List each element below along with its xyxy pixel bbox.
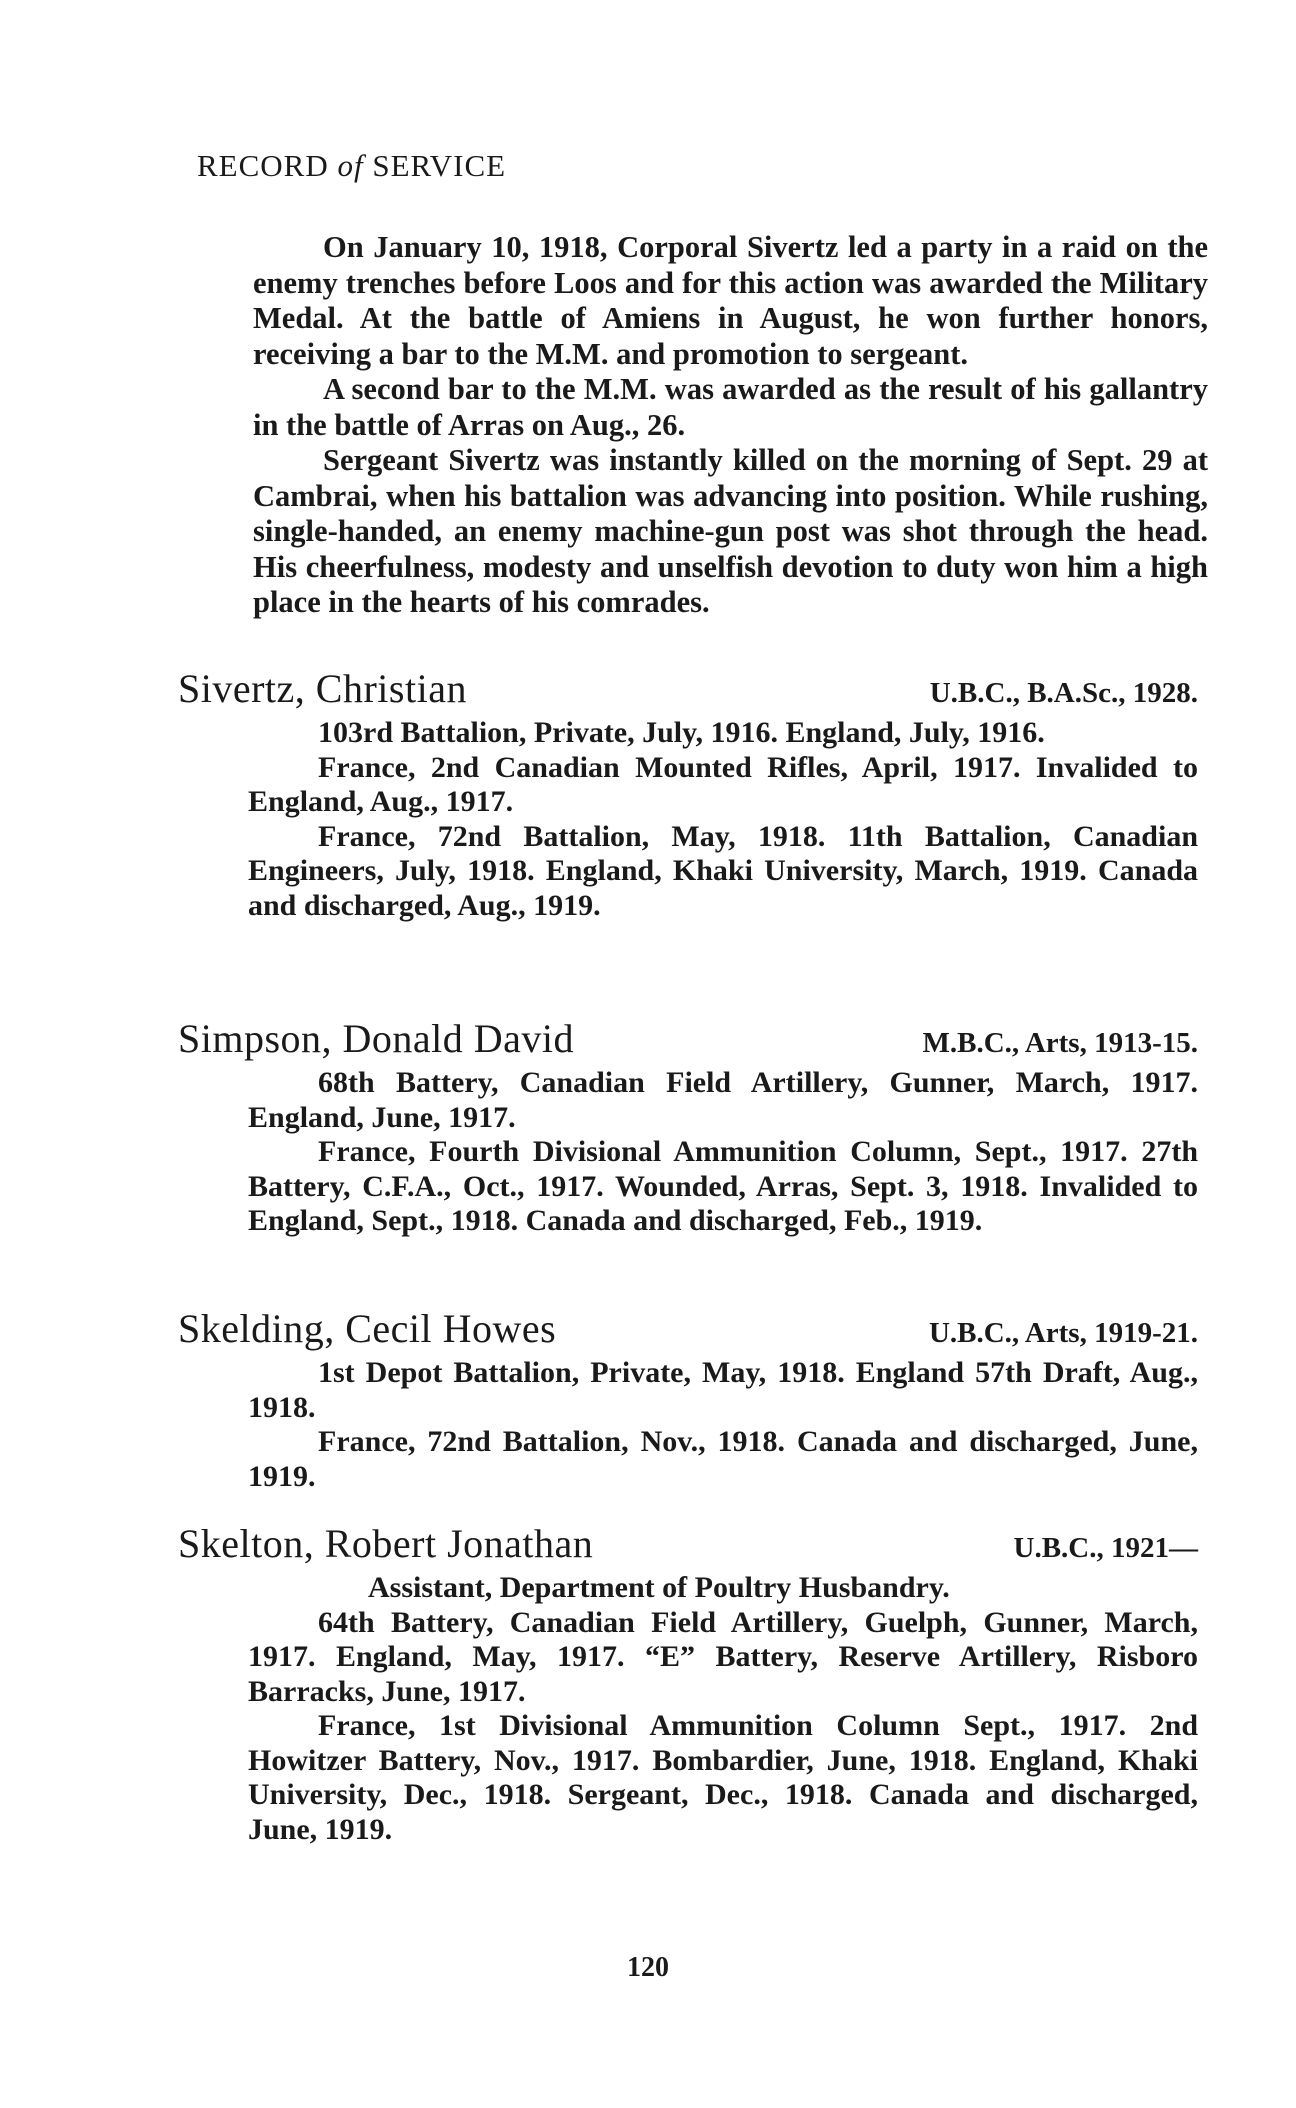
entry-subtitle: Assistant, Department of Poultry Husbandry.	[368, 1571, 950, 1604]
entry-simpson	[178, 1015, 1208, 1239]
entry-sivertz	[178, 665, 1208, 923]
entry-body	[178, 1571, 1208, 1847]
intro-paragraph: On January 10, 1918, Corporal Sivertz led a party in a raid on the enemy trenches before Loos and for this action was awarded the Military Medal. At the battle of Amiens in August, he won further honors, receiving a bar to the M.M. and promotion to sergeant.	[253, 230, 1208, 371]
entry-header	[178, 1015, 1208, 1062]
entry-header	[178, 1520, 1208, 1567]
running-head-of: of	[337, 148, 364, 183]
entry-degree: U.B.C., B.A.Sc., 1928.	[929, 677, 1198, 709]
entry-paragraph: France, 2nd Canadian Mounted Rifles, April, 1917. Invalided to England, Aug., 1917.	[248, 750, 1198, 818]
entry-body	[178, 1066, 1208, 1239]
intro-paragraph: Sergeant Sivertz was instantly killed on the morning of Sept. 29 at Cambrai, when his battalion was advancing into position. While rushing, single-handed, an enemy machine-gun post was shot through the head. His cheerfulness, modesty and unselfish devotion to duty won him a high place in the hearts of his comrades.	[253, 443, 1208, 619]
running-head-pre: RECORD	[197, 148, 338, 183]
entry-body	[178, 716, 1208, 923]
entry-paragraph: 64th Battery, Canadian Field Artillery, Guelph, Gunner, March, 1917. England, May, 1917. “E” Battery, Reserve Artillery, Risboro Barracks, June, 1917.	[248, 1605, 1198, 1708]
entry-paragraph: France, Fourth Divisional Ammunition Column, Sept., 1917. 27th Battery, C.F.A., Oct., 1917. Wounded, Arras, Sept. 3, 1918. Invalided to England, Sept., 1918. Canada and discharged, Feb., 1919.	[248, 1135, 1198, 1237]
entry-header	[178, 665, 1208, 712]
intro-paragraph: A second bar to the M.M. was awarded as the result of his gallantry in the battle of Arras on Aug., 26.	[253, 372, 1208, 442]
entry-body	[178, 1356, 1208, 1494]
entry-header	[178, 1305, 1208, 1352]
entry-name: Sivertz, Christian	[178, 666, 467, 711]
entry-skelding	[178, 1305, 1208, 1494]
page-number: 120	[627, 1952, 669, 1983]
entry-paragraph: France, 72nd Battalion, Nov., 1918. Canada and discharged, June, 1919.	[248, 1425, 1198, 1493]
entry-name: Skelding, Cecil Howes	[178, 1306, 557, 1351]
entry-paragraph: 103rd Battalion, Private, July, 1916. England, July, 1916.	[318, 716, 1045, 749]
entry-paragraph: France, 72nd Battalion, May, 1918. 11th Battalion, Canadian Engineers, July, 1918. England, Khaki University, March, 1919. Canada and discharged, Aug., 1919.	[248, 819, 1198, 922]
entry-paragraph: 1st Depot Battalion, Private, May, 1918. England 57th Draft, Aug., 1918.	[248, 1356, 1198, 1424]
running-head	[197, 148, 506, 184]
entry-paragraph: France, 1st Divisional Ammunition Column Sept., 1917. 2nd Howitzer Battery, Nov., 1917. Bombardier, June, 1918. England, Khaki University, Dec., 1918. Sergeant, Dec., 1918. Canada and discharged, June, 1919.	[248, 1709, 1198, 1846]
intro-text	[253, 230, 1208, 621]
entry-degree: U.B.C., Arts, 1919-21.	[928, 1317, 1198, 1349]
entry-degree: M.B.C., Arts, 1913-15.	[922, 1027, 1198, 1059]
entry-skelton	[178, 1520, 1208, 1847]
entry-degree: U.B.C., 1921—	[1013, 1532, 1198, 1564]
entry-name: Skelton, Robert Jonathan	[178, 1521, 594, 1566]
running-head-post: SERVICE	[363, 148, 507, 183]
entry-name: Simpson, Donald David	[178, 1016, 575, 1061]
entry-paragraph: 68th Battery, Canadian Field Artillery, Gunner, March, 1917. England, June, 1917.	[248, 1066, 1198, 1134]
